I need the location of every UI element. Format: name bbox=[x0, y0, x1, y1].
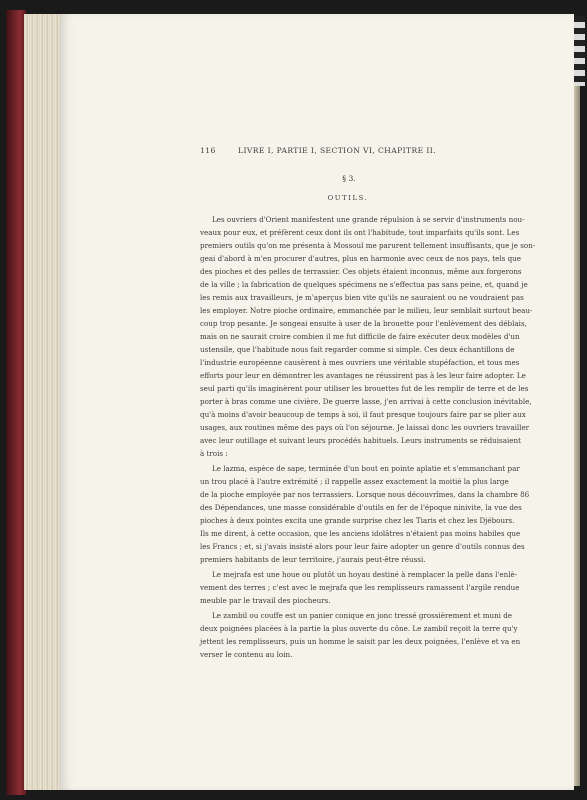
text-line: de la pioche employée par nos terrassiers. Lorsque nous découvrîmes, dans la chambre 86 bbox=[200, 490, 530, 499]
page-stack bbox=[24, 14, 64, 790]
text-line: les remis aux travailleurs, je m'aperçus bien vite qu'ils ne sauraient ou ne voudraient pas bbox=[200, 293, 524, 302]
text-line: des Dépendances, une masse considérable d'outils en fer de l'époque ninivite, la vue des bbox=[200, 503, 522, 512]
text-line: porter à bras comme une civière. De guerre lasse, j'en arrivai à cette conclusion inévitable, bbox=[200, 397, 532, 406]
text-line: ustensile, que l'habitude nous fait regarder comme si simple. Ces deux échantillons de bbox=[200, 345, 515, 354]
paragraph bbox=[200, 462, 530, 566]
book-spine bbox=[6, 10, 26, 795]
text-line: premiers outils qu'on me présenta à Mossoul me parurent tellement insuffisants, que je son- bbox=[200, 241, 536, 250]
paragraph bbox=[200, 609, 521, 661]
scale-ruler bbox=[574, 16, 585, 86]
text-line: les employer. Notre pioche ordinaire, emmanchée par le milieu, leur semblait surtout beau- bbox=[200, 306, 533, 315]
section-title: OUTILS. bbox=[327, 194, 369, 202]
text-line: Ils me dirent, à cette occasion, que les anciens idolâtres n'étaient pas moins habiles que bbox=[200, 529, 521, 538]
text-line: Les ouvriers d'Orient manifestent une grande répulsion à se servir d'instruments nou- bbox=[212, 215, 525, 224]
running-head-title: LIVRE I, PARTIE I, SECTION VI, CHAPITRE II. bbox=[238, 146, 436, 155]
text-line: seul parti qu'ils imaginèrent pour utiliser les brouettes fut de les remplir de terre et de les bbox=[200, 384, 529, 393]
text-line: mais on ne saurait croire combien il me fut difficile de faire exécuter deux modèles d'un bbox=[200, 332, 520, 341]
running-head bbox=[200, 146, 500, 158]
text-line: Le mejrafa est une houe ou plutôt un hoyau destiné à remplacer la pelle dans l'enlè- bbox=[212, 570, 518, 579]
text-line: usages, aux routines même des pays où l'on séjourne. Je laissai donc les ouvriers travailler bbox=[200, 423, 530, 432]
text-line: à trois : bbox=[200, 449, 228, 458]
text-line: un trou placé à l'autre extrémité ; il rappelle assez exactement la moitié la plus large bbox=[200, 477, 509, 486]
text-line: l'industrie européenne causèrent à mes ouvriers une véritable stupéfaction, et tous mes bbox=[200, 358, 520, 367]
body-text bbox=[200, 213, 536, 661]
page-number: 116 bbox=[200, 146, 216, 155]
text-line: vement des terres ; c'est avec le mejrafa que les remplisseurs ramassent l'argile rendue bbox=[200, 583, 520, 592]
text-line: de la ville ; la fabrication de quelques spécimens ne s'effectua pas sans peine, et, quand je bbox=[200, 280, 528, 289]
text-line: des pioches et des pelles de terrassier. Ces objets étaient inconnus, même aux forgerons bbox=[200, 267, 522, 276]
text-line: jettent les remplisseurs, puis un homme le saisit par les deux poignées, l'enlève et va en bbox=[200, 637, 521, 646]
text-line: qu'à moins d'avoir beaucoup de temps à soi, il faut presque toujours faire par se plier aux bbox=[200, 410, 526, 419]
text-line: deux poignées placées à la partie la plus ouverte du cône. Le zambil reçoit la terre qu'y bbox=[200, 624, 518, 633]
text-line: veaux pour eux, et préfèrent ceux dont ils ont l'habitude, tout imparfaits qu'ils sont. Les bbox=[200, 228, 520, 237]
text-line: pioches à deux pointes excita une grande surprise chez les Tiaris et chez les Djébours. bbox=[200, 516, 515, 525]
page-edge bbox=[574, 18, 580, 786]
text-line: Le lazma, espèce de sape, terminée d'un bout en pointe aplatie et s'emmanchant par bbox=[212, 464, 520, 473]
text-line: efforts pour leur en démontrer les avantages ne réussirent pas à les leur faire adopter. Le bbox=[200, 371, 526, 380]
paragraph bbox=[200, 568, 520, 607]
text-line: premiers habitants de leur territoire, j'aurais peut-être réussi. bbox=[200, 555, 426, 564]
text-line: les Francs ; et, si j'avais insisté alors pour leur faire adopter un genre d'outils connus des bbox=[200, 542, 525, 551]
text-line: meuble par le travail des piocheurs. bbox=[200, 596, 331, 605]
text-line: avec leur outillage et suivant leurs procédés habituels. Leurs instruments se réduisaient bbox=[200, 436, 521, 445]
paragraph bbox=[200, 213, 536, 460]
section-number: § 3. bbox=[342, 174, 356, 183]
text-line: verser le contenu au loin. bbox=[200, 650, 293, 659]
text-line: Le zambil ou couffe est un panier conique en jonc tressé grossièrement et muni de bbox=[212, 611, 513, 620]
text-line: coup trop pesante. Je songeai ensuite à user de la brouette pour l'enlèvement des déblais, bbox=[200, 319, 527, 328]
text-line: geai d'abord à m'en procurer d'autres, plus en harmonie avec ceux de nos pays, tels que bbox=[200, 254, 521, 263]
